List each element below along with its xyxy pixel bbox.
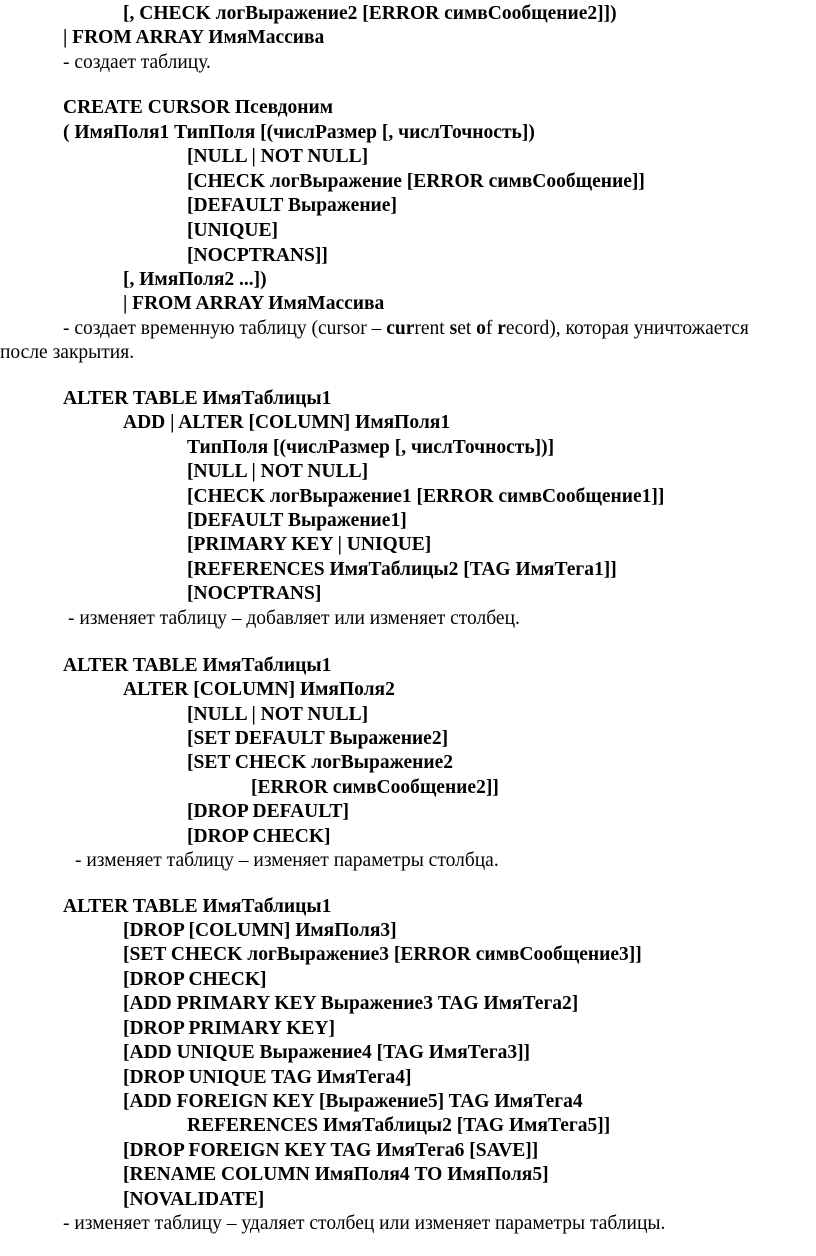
description-text: f	[485, 318, 498, 339]
syntax-line: ALTER TABLE ИмяТаблицы1	[63, 388, 332, 409]
syntax-line: | FROM ARRAY ИмяМассива	[123, 293, 385, 314]
syntax-line: [RENAME COLUMN ИмяПоля4 TO ИмяПоля5]	[123, 1164, 549, 1185]
syntax-line: [NOVALIDATE]	[123, 1189, 265, 1210]
syntax-line: [DROP FOREIGN KEY TAG ИмяТега6 [SAVE]]	[123, 1140, 539, 1161]
syntax-line: [CHECK логВыражение [ERROR симвСообщение]]	[187, 171, 645, 192]
syntax-line: ( ИмяПоля1 ТипПоля [(числРазмер [, числТочность])	[63, 122, 535, 143]
description-text: - создает временную таблицу (cursor –	[63, 318, 387, 339]
syntax-line: [CHECK логВыражение1 [ERROR симвСообщение1]]	[187, 486, 665, 507]
syntax-line: ADD | ALTER [COLUMN] ИмяПоля1	[123, 412, 451, 433]
description-text: et	[457, 318, 477, 339]
syntax-line: [PRIMARY KEY | UNIQUE]	[187, 534, 432, 555]
syntax-line: [NOCPTRANS]	[187, 583, 322, 604]
description-text: rent	[414, 318, 450, 339]
syntax-line: [DEFAULT Выражение]	[187, 195, 397, 216]
description-line: - изменяет таблицу – удаляет столбец или изменяет параметры таблицы.	[63, 1213, 666, 1234]
description-text: ecord), которая уничтожается	[505, 318, 749, 339]
syntax-line: [DROP [COLUMN] ИмяПоля3]	[123, 920, 397, 941]
acronym-letters: s	[449, 318, 458, 339]
syntax-line: | FROM ARRAY ИмяМассива	[63, 27, 325, 48]
acronym-letters: r	[497, 318, 506, 339]
syntax-line: CREATE CURSOR Псевдоним	[63, 97, 334, 118]
syntax-line: [NOCPTRANS]]	[187, 245, 328, 266]
syntax-line: [DROP UNIQUE TAG ИмяТега4]	[123, 1067, 412, 1088]
description-line: - изменяет таблицу – изменяет параметры столбца.	[75, 850, 499, 871]
acronym-letters: o	[476, 318, 486, 339]
description-line	[63, 317, 749, 341]
acronym-letters: cur	[386, 318, 415, 339]
syntax-line: [REFERENCES ИмяТаблицы2 [TAG ИмяТега1]]	[187, 559, 617, 580]
syntax-line: ТипПоля [(числРазмер [, числТочность])]	[187, 437, 555, 458]
syntax-line: [NULL | NOT NULL]	[187, 704, 369, 725]
syntax-line: [SET CHECK логВыражение3 [ERROR симвСообщение3]]	[123, 944, 642, 965]
syntax-line: [NULL | NOT NULL]	[187, 461, 369, 482]
syntax-line: [, ИмяПоля2 ...])	[123, 269, 267, 290]
syntax-line: [UNIQUE]	[187, 220, 278, 241]
syntax-line: [DROP CHECK]	[123, 969, 267, 990]
syntax-line: REFERENCES ИмяТаблицы2 [TAG ИмяТега5]]	[187, 1115, 611, 1136]
syntax-line: [SET DEFAULT Выражение2]	[187, 728, 449, 749]
syntax-line: [ADD UNIQUE Выражение4 [TAG ИмяТега3]]	[123, 1042, 531, 1063]
syntax-line: ALTER TABLE ИмяТаблицы1	[63, 896, 332, 917]
description-line: - создает таблицу.	[63, 52, 211, 73]
syntax-line: [, CHECK логВыражение2 [ERROR симвСообщение2]])	[123, 3, 617, 24]
syntax-line: [DROP PRIMARY KEY]	[123, 1018, 335, 1039]
syntax-line: [DEFAULT Выражение1]	[187, 510, 407, 531]
syntax-line: ALTER [COLUMN] ИмяПоля2	[123, 679, 395, 700]
syntax-line: [ADD FOREIGN KEY [Выражение5] TAG ИмяТега4	[123, 1091, 583, 1112]
syntax-line: [DROP DEFAULT]	[187, 801, 349, 822]
syntax-line: [SET CHECK логВыражение2	[187, 752, 454, 773]
syntax-line: [ERROR симвСообщение2]]	[251, 777, 499, 798]
syntax-line: [DROP CHECK]	[187, 826, 331, 847]
description-line: - изменяет таблицу – добавляет или изменяет столбец.	[68, 608, 520, 629]
description-line: после закрытия.	[0, 342, 135, 363]
syntax-line: [NULL | NOT NULL]	[187, 146, 369, 167]
syntax-line: ALTER TABLE ИмяТаблицы1	[63, 655, 332, 676]
syntax-line: [ADD PRIMARY KEY Выражение3 TAG ИмяТега2]	[123, 993, 579, 1014]
